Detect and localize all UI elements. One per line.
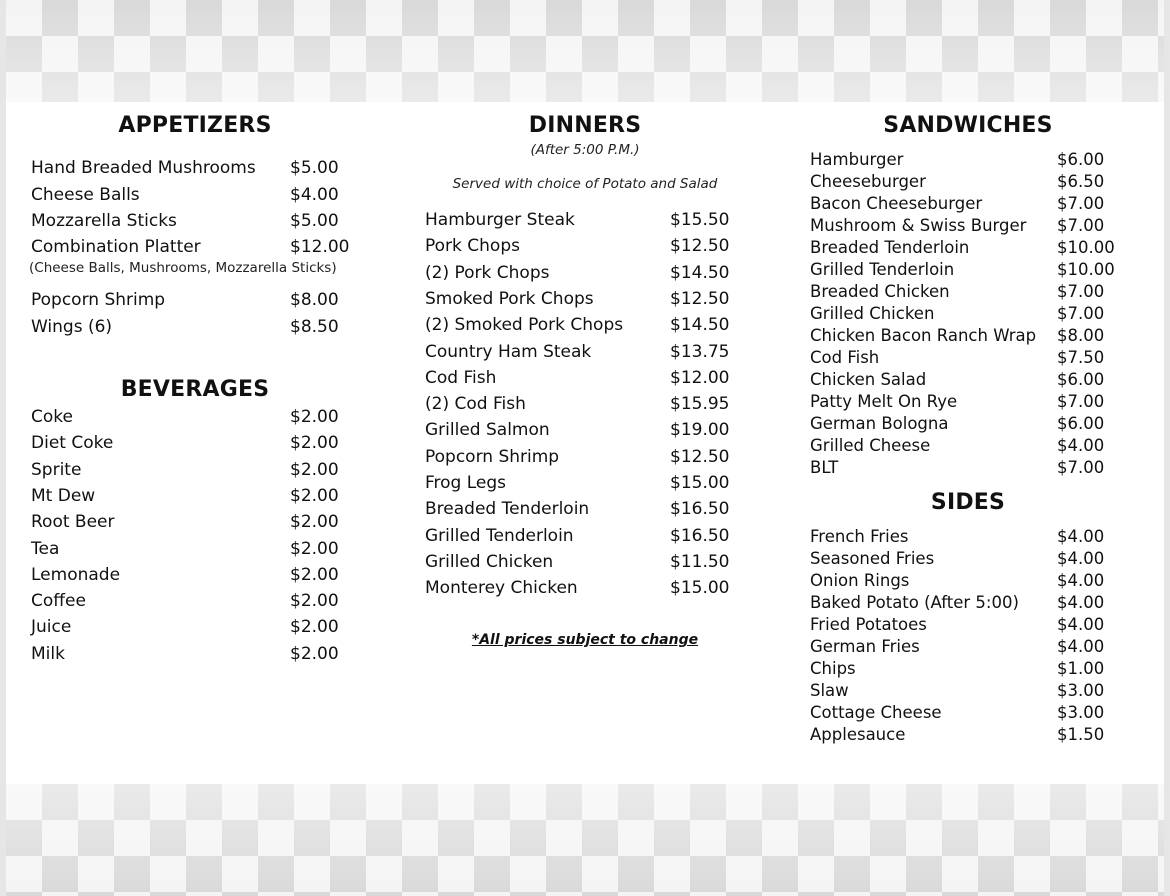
item-name: Breaded Tenderloin <box>425 499 590 519</box>
item-name: Chicken Salad <box>810 370 927 389</box>
menu-item <box>810 414 1137 436</box>
menu-item <box>810 370 1137 392</box>
checkered-footer-band <box>6 784 1164 896</box>
item-price: $8.00 <box>1057 326 1105 345</box>
item-name: Mozzarella Sticks <box>31 211 177 231</box>
item-name: Coffee <box>31 591 86 611</box>
menu-item <box>425 526 750 548</box>
menu-item <box>31 539 370 561</box>
item-name: Baked Potato (After 5:00) <box>810 593 1019 612</box>
menu-item <box>810 238 1137 260</box>
item-price: $4.00 <box>1057 637 1105 656</box>
item-name: Wings (6) <box>31 317 113 337</box>
item-name: Onion Rings <box>810 571 910 590</box>
sides-heading: SIDES <box>930 490 1006 515</box>
menu-item <box>425 263 750 285</box>
menu-item <box>31 317 370 339</box>
right-border <box>1164 0 1170 896</box>
item-price: $10.00 <box>1057 238 1115 257</box>
item-name: Cod Fish <box>810 348 880 367</box>
menu-item <box>810 527 1137 549</box>
menu-item <box>425 342 750 364</box>
item-name: Coke <box>31 407 73 427</box>
item-price: $8.00 <box>290 290 339 310</box>
item-name: Monterey Chicken <box>425 578 578 598</box>
item-name: Fried Potatoes <box>810 615 927 634</box>
menu-item <box>31 512 370 534</box>
menu-item <box>425 236 750 258</box>
item-price: $19.00 <box>670 420 730 440</box>
item-price: $5.00 <box>290 211 339 231</box>
item-price: $16.50 <box>670 499 730 519</box>
item-name: Mt Dew <box>31 486 96 506</box>
item-name: Milk <box>31 644 65 664</box>
item-name: Grilled Tenderloin <box>425 526 574 546</box>
menu-item <box>810 681 1137 703</box>
item-price: $4.00 <box>1057 593 1105 612</box>
item-price: $14.50 <box>670 315 730 335</box>
item-name: Hamburger <box>810 150 904 169</box>
item-price: $4.00 <box>290 185 339 205</box>
item-price: $3.00 <box>1057 703 1105 722</box>
menu-item <box>31 591 370 613</box>
item-price: $6.00 <box>1057 370 1105 389</box>
menu-item <box>31 290 370 312</box>
item-price: $16.50 <box>670 526 730 546</box>
menu-item <box>810 172 1137 194</box>
menu-item <box>425 289 750 311</box>
menu-item <box>810 637 1137 659</box>
menu-item <box>31 617 370 639</box>
item-price: $4.00 <box>1057 615 1105 634</box>
item-price: $7.00 <box>1057 304 1105 323</box>
item-name: Breaded Tenderloin <box>810 238 970 257</box>
item-price: $2.00 <box>290 565 339 585</box>
menu-item <box>810 282 1137 304</box>
item-price: $12.50 <box>670 289 730 309</box>
menu-item <box>31 185 370 207</box>
item-name: Combination Platter <box>31 237 201 257</box>
item-price: $2.00 <box>290 591 339 611</box>
item-name: Grilled Chicken <box>810 304 935 323</box>
item-name: Juice <box>31 617 72 637</box>
item-name: Chips <box>810 659 856 678</box>
appetizers-heading: APPETIZERS <box>118 113 272 138</box>
item-price: $3.00 <box>1057 681 1105 700</box>
item-price: $4.00 <box>1057 571 1105 590</box>
item-price: $15.00 <box>670 473 730 493</box>
item-name: Cheeseburger <box>810 172 926 191</box>
menu-item <box>31 486 370 508</box>
item-price: $12.50 <box>670 447 730 467</box>
menu-item <box>810 150 1137 172</box>
menu-item <box>31 407 370 429</box>
menu-item <box>810 326 1137 348</box>
menu-item <box>810 615 1137 637</box>
menu-item <box>810 549 1137 571</box>
beverages-heading: BEVERAGES <box>120 377 270 402</box>
item-name: Root Beer <box>31 512 115 532</box>
item-name: Bacon Cheeseburger <box>810 194 983 213</box>
item-price: $13.75 <box>670 342 730 362</box>
item-price: $2.00 <box>290 539 339 559</box>
item-name: German Fries <box>810 637 920 656</box>
item-name: Grilled Cheese <box>810 436 931 455</box>
item-price: $5.00 <box>290 158 339 178</box>
item-name: German Bologna <box>810 414 949 433</box>
item-name: Hand Breaded Mushrooms <box>31 158 256 178</box>
item-price: $15.00 <box>670 578 730 598</box>
item-price: $7.00 <box>1057 282 1105 301</box>
menu-item <box>31 237 370 259</box>
item-price: $7.00 <box>1057 194 1105 213</box>
menu-item <box>810 348 1137 370</box>
item-name: Patty Melt On Rye <box>810 392 958 411</box>
item-name: (2) Smoked Pork Chops <box>425 315 624 335</box>
menu-item <box>425 473 750 495</box>
item-price: $6.00 <box>1057 150 1105 169</box>
item-name: Cod Fish <box>425 368 497 388</box>
item-price: $12.50 <box>670 236 730 256</box>
menu-item <box>425 315 750 337</box>
menu-item <box>810 593 1137 615</box>
menu-item <box>810 304 1137 326</box>
item-price: $15.50 <box>670 210 730 230</box>
menu-item <box>810 458 1137 480</box>
menu-item <box>425 447 750 469</box>
menu-item <box>425 552 750 574</box>
item-price: $2.00 <box>290 460 339 480</box>
item-price: $4.00 <box>1057 436 1105 455</box>
menu-item <box>31 158 370 180</box>
menu-item <box>810 703 1137 725</box>
combo-note: (Cheese Balls, Mushrooms, Mozzarella Sticks) <box>29 260 337 276</box>
item-price: $7.00 <box>1057 458 1105 477</box>
menu-item <box>31 460 370 482</box>
checkered-header-band <box>6 0 1164 102</box>
menu-item <box>810 659 1137 681</box>
item-name: Breaded Chicken <box>810 282 950 301</box>
menu-item <box>425 578 750 600</box>
item-name: (2) Pork Chops <box>425 263 550 283</box>
item-name: Grilled Chicken <box>425 552 554 572</box>
menu-item <box>810 725 1137 747</box>
dinners-heading: DINNERS <box>528 113 642 138</box>
item-price: $2.00 <box>290 486 339 506</box>
dinners-served-note: Served with choice of Potato and Salad <box>452 176 718 192</box>
item-name: Frog Legs <box>425 473 507 493</box>
item-name: Diet Coke <box>31 433 114 453</box>
item-name: Lemonade <box>31 565 121 585</box>
menu-item <box>31 211 370 233</box>
item-price: $10.00 <box>1057 260 1115 279</box>
item-name: BLT <box>810 458 839 477</box>
item-price: $1.50 <box>1057 725 1105 744</box>
sandwiches-heading: SANDWICHES <box>883 113 1053 138</box>
menu-item <box>810 436 1137 458</box>
dinners-time-note: (After 5:00 P.M.) <box>530 142 640 158</box>
price-disclaimer: *All prices subject to change <box>471 632 699 648</box>
item-price: $2.00 <box>290 644 339 664</box>
menu-item <box>810 571 1137 593</box>
menu-item <box>425 420 750 442</box>
item-name: Popcorn Shrimp <box>31 290 166 310</box>
item-price: $8.50 <box>290 317 339 337</box>
item-name: Slaw <box>810 681 849 700</box>
item-name: Mushroom & Swiss Burger <box>810 216 1027 235</box>
item-price: $6.50 <box>1057 172 1105 191</box>
item-name: Sprite <box>31 460 82 480</box>
menu-item <box>425 368 750 390</box>
item-name: French Fries <box>810 527 909 546</box>
menu-item <box>810 392 1137 414</box>
item-price: $14.50 <box>670 263 730 283</box>
item-name: Grilled Tenderloin <box>810 260 955 279</box>
item-name: Smoked Pork Chops <box>425 289 594 309</box>
item-price: $12.00 <box>670 368 730 388</box>
item-name: Applesauce <box>810 725 906 744</box>
item-price: $2.00 <box>290 433 339 453</box>
left-border <box>0 0 6 896</box>
item-name: Grilled Salmon <box>425 420 550 440</box>
item-name: Tea <box>31 539 60 559</box>
item-price: $7.00 <box>1057 216 1105 235</box>
item-name: Pork Chops <box>425 236 520 256</box>
item-name: Seasoned Fries <box>810 549 935 568</box>
menu-item <box>31 565 370 587</box>
menu-item <box>31 433 370 455</box>
item-price: $11.50 <box>670 552 730 572</box>
item-name: Country Ham Steak <box>425 342 592 362</box>
item-price: $4.00 <box>1057 527 1105 546</box>
menu-item <box>810 216 1137 238</box>
item-name: Cheese Balls <box>31 185 140 205</box>
menu-item <box>425 210 750 232</box>
item-name: Hamburger Steak <box>425 210 575 230</box>
item-price: $7.00 <box>1057 392 1105 411</box>
menu-item <box>810 194 1137 216</box>
item-price: $2.00 <box>290 512 339 532</box>
item-price: $2.00 <box>290 617 339 637</box>
menu-item <box>31 644 370 666</box>
item-name: Popcorn Shrimp <box>425 447 560 467</box>
item-price: $1.00 <box>1057 659 1105 678</box>
item-name: Cottage Cheese <box>810 703 942 722</box>
item-price: $7.50 <box>1057 348 1105 367</box>
item-price: $2.00 <box>290 407 339 427</box>
item-price: $15.95 <box>670 394 730 414</box>
item-price: $4.00 <box>1057 549 1105 568</box>
item-price: $6.00 <box>1057 414 1105 433</box>
menu-item <box>810 260 1137 282</box>
item-name: (2) Cod Fish <box>425 394 526 414</box>
item-price: $12.00 <box>290 237 350 257</box>
menu-item <box>425 394 750 416</box>
menu-item <box>425 499 750 521</box>
item-name: Chicken Bacon Ranch Wrap <box>810 326 1037 345</box>
